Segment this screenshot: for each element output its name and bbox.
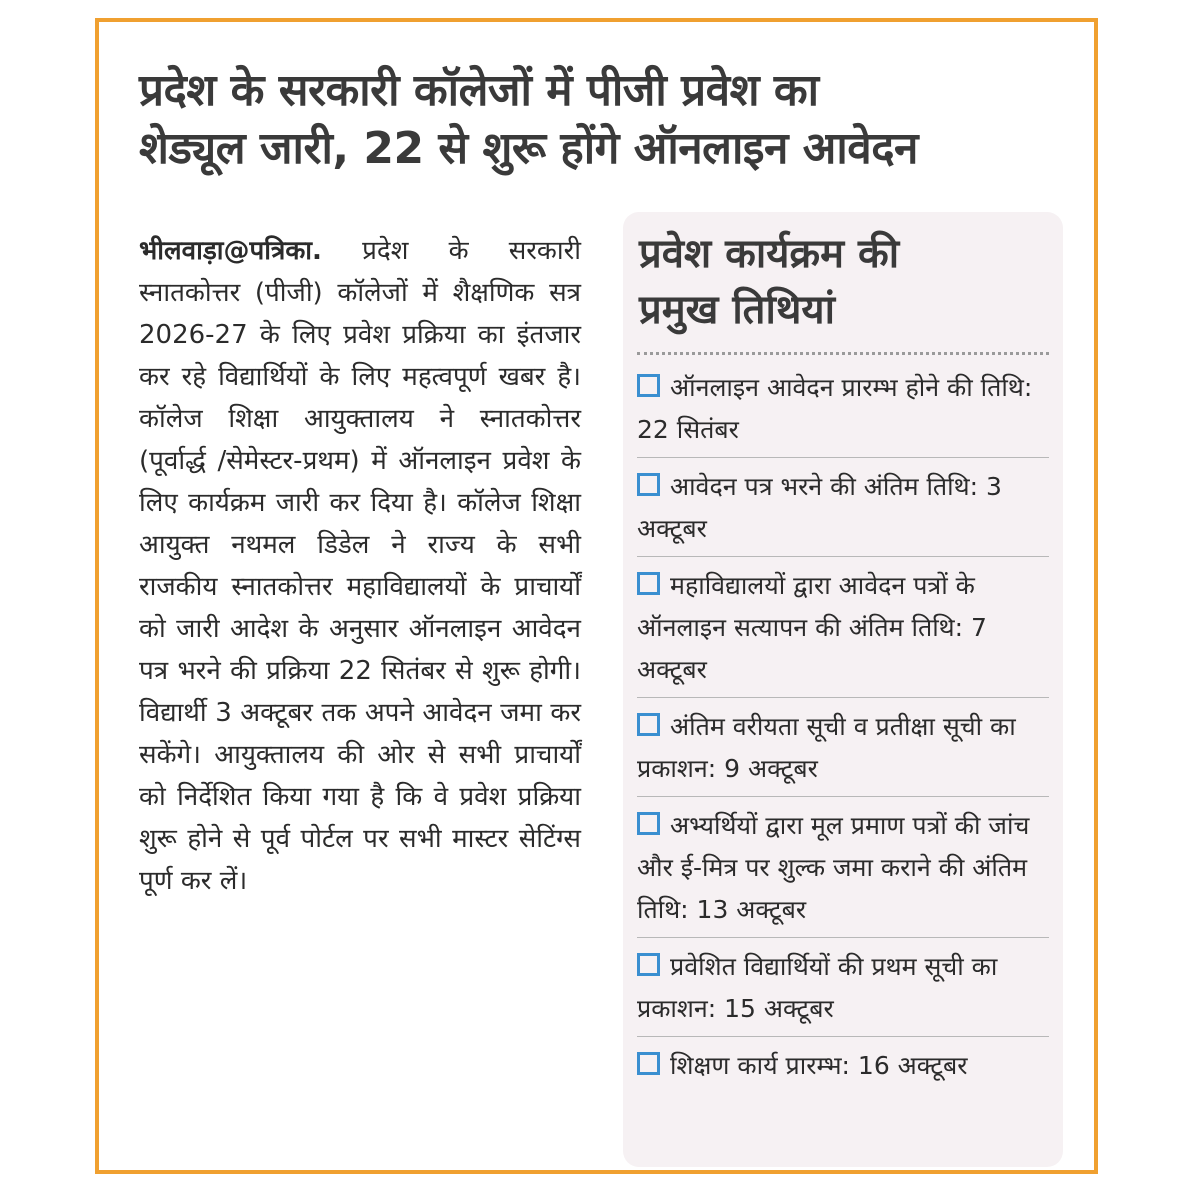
schedule-item-text: अभ्यर्थियों द्वारा मूल प्रमाण पत्रों की जांच और ई-मित्र पर शुल्क जमा कराने की अंतिम तिथि: 13 अक्टूबर: [637, 811, 1030, 924]
headline: [139, 62, 1069, 178]
schedule-item-text: ऑनलाइन आवेदन प्रारम्भ होने की तिथि: 22 सितंबर: [637, 373, 1033, 444]
sidebar-title-line-2: प्रमुख तिथियां: [639, 287, 835, 333]
checkbox-square-icon: [637, 953, 660, 976]
headline-line-1: प्रदेश के सरकारी कॉलेजों में पीजी प्रवेश का: [139, 65, 819, 116]
schedule-item-text: महाविद्यालयों द्वारा आवेदन पत्रों के ऑनलाइन सत्यापन की अंतिम तिथि: 7 अक्टूबर: [637, 571, 987, 684]
schedule-item-text: आवेदन पत्र भरने की अंतिम तिथि: 3 अक्टूबर: [637, 472, 1002, 543]
news-clipping-frame: [95, 18, 1098, 1174]
checkbox-square-icon: [637, 572, 660, 595]
schedule-list: [637, 359, 1049, 1093]
headline-line-2: शेड्यूल जारी, 22 से शुरू होंगे ऑनलाइन आवेदन: [139, 123, 918, 174]
checkbox-square-icon: [637, 1052, 660, 1075]
dotted-divider: [637, 346, 1049, 355]
schedule-sidebar: [623, 212, 1063, 1167]
checkbox-square-icon: [637, 812, 660, 835]
checkbox-square-icon: [637, 713, 660, 736]
checkbox-square-icon: [637, 374, 660, 397]
schedule-item-text: शिक्षण कार्य प्रारम्भ: 16 अक्टूबर: [670, 1051, 968, 1080]
checkbox-square-icon: [637, 473, 660, 496]
schedule-item: [637, 557, 1049, 698]
schedule-item: [637, 938, 1049, 1037]
schedule-item-text: प्रवेशित विद्यार्थियों की प्रथम सूची का प्रकाशन: 15 अक्टूबर: [637, 952, 998, 1023]
sidebar-title: [639, 226, 1049, 338]
schedule-item: [637, 797, 1049, 938]
schedule-item-text: अंतिम वरीयता सूची व प्रतीक्षा सूची का प्रकाशन: 9 अक्टूबर: [637, 712, 1016, 783]
schedule-item: [637, 458, 1049, 557]
schedule-item: [637, 1037, 1049, 1093]
article-body: [139, 230, 581, 902]
schedule-item: [637, 359, 1049, 458]
sidebar-title-line-1: प्रवेश कार्यक्रम की: [639, 231, 900, 277]
article-text: प्रदेश के सरकारी स्नातकोत्तर (पीजी) कॉलेजों में शैक्षणिक सत्र 2026-27 के लिए प्रवेश प्रक्रिया का इंतजार कर रहे विद्यार्थियों के लिए महत्वपूर्ण खबर है। कॉलेज शिक्षा आयुक्तालय ने स्नातकोत्तर (पूर्वार्द्ध /सेमेस्टर-प्रथम) में ऑनलाइन प्रवेश के लिए कार्यक्रम जारी कर दिया है। कॉलेज शिक्षा आयुक्त नथमल डिडेल ने राज्य के सभी राजकीय स्नातकोत्तर महाविद्यालयों के प्राचार्यों को जारी आदेश के अनुसार ऑनलाइन आवेदन पत्र भरने की प्रक्रिया 22 सितंबर से शुरू होगी। विद्यार्थी 3 अक्टूबर तक अपने आवेदन जमा कर सकेंगे। आयुक्तालय की ओर से सभी प्राचार्यों को निर्देशित किया गया है कि वे प्रवेश प्रक्रिया शुरू होने से पूर्व पोर्टल पर सभी मास्टर सेटिंग्स पूर्ण कर लें।: [139, 236, 582, 896]
dateline: भीलवाड़ा@पत्रिका.: [139, 236, 322, 266]
schedule-item: [637, 698, 1049, 797]
